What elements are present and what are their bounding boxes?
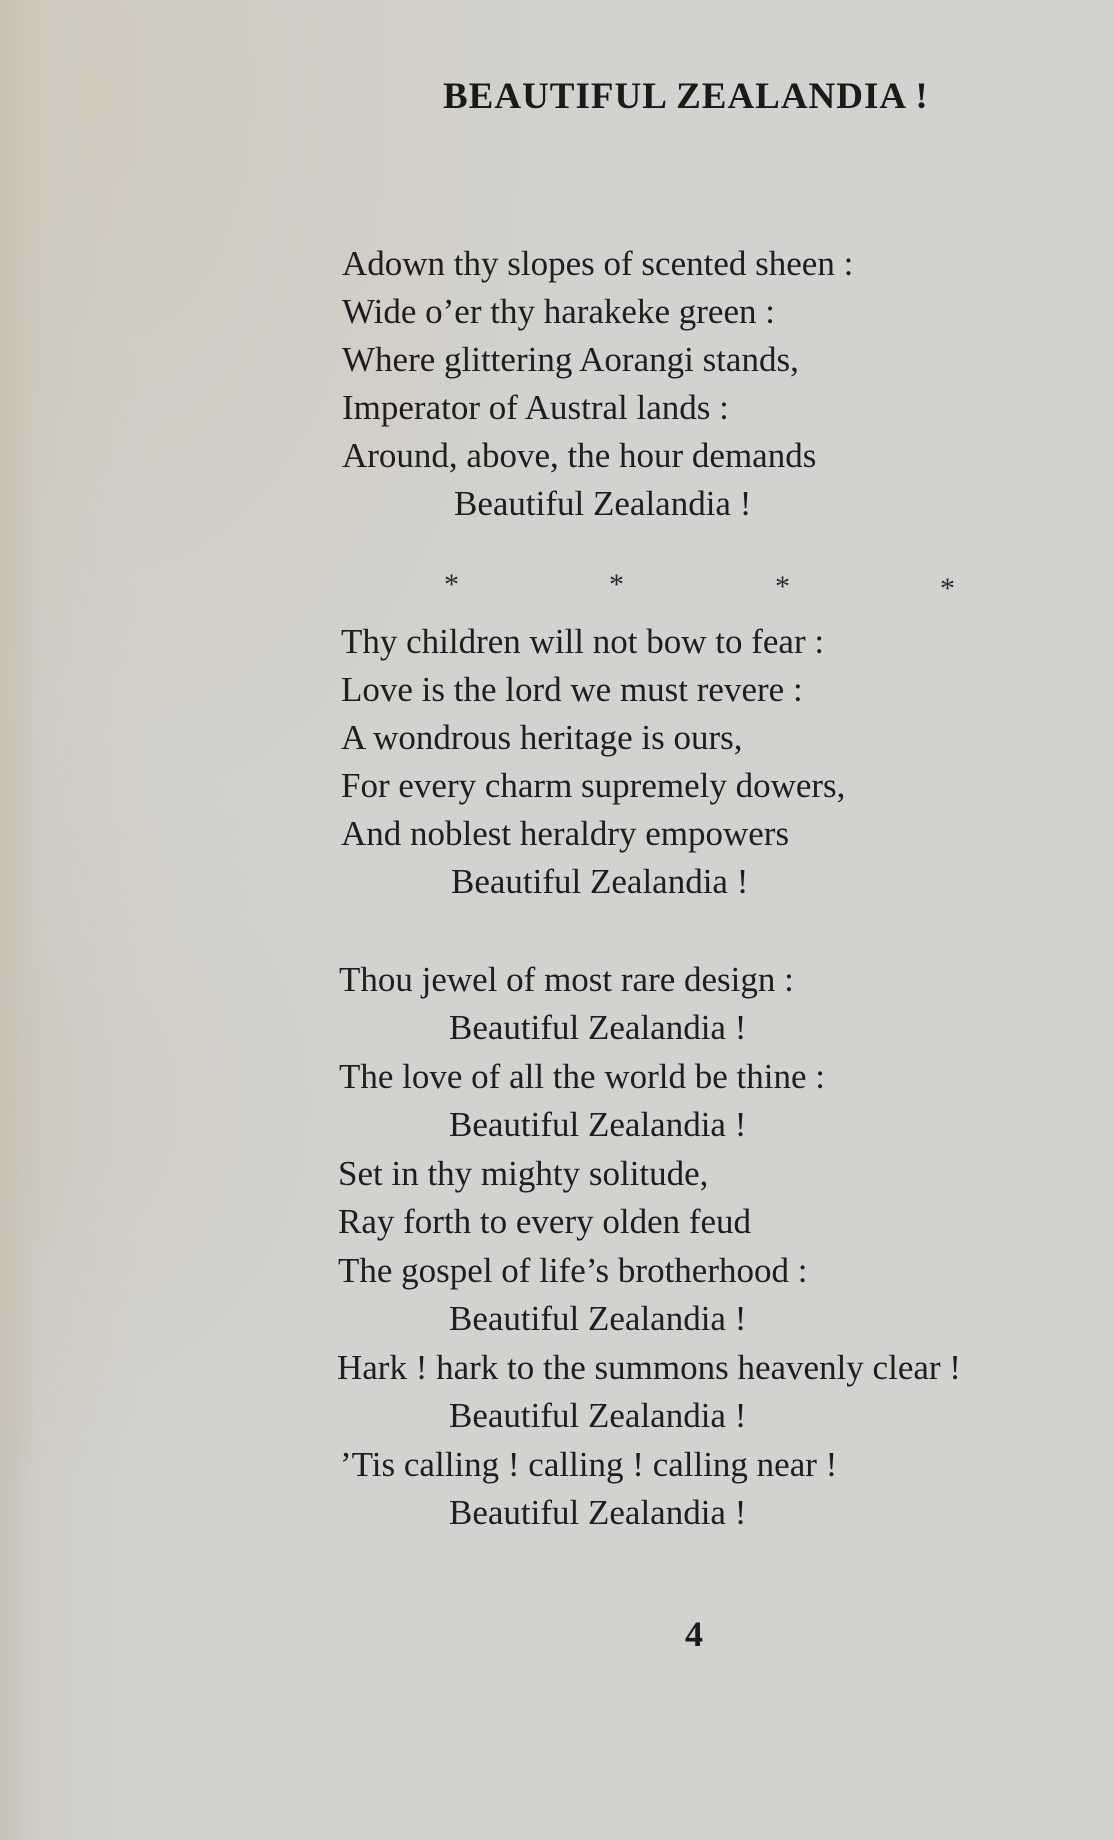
poem-line: Where glittering Aorangi stands, — [342, 340, 799, 379]
poem-line: ’Tis calling ! calling ! calling near ! — [340, 1445, 838, 1484]
refrain-line: Beautiful Zealandia ! — [449, 1299, 747, 1338]
poem-line: Imperator of Austral lands : — [342, 388, 729, 427]
poem-line: Set in thy mighty solitude, — [338, 1154, 709, 1193]
poem-line: Thou jewel of most rare design : — [339, 960, 794, 999]
refrain-line: Beautiful Zealandia ! — [451, 862, 749, 901]
refrain-line: Beautiful Zealandia ! — [454, 484, 752, 523]
poem-line: The love of all the world be thine : — [339, 1057, 825, 1096]
poem-line: Love is the lord we must revere : — [341, 670, 803, 709]
poem-line: For every charm supremely dowers, — [341, 766, 846, 805]
poem-title: BEAUTIFUL ZEALANDIA ! — [443, 76, 929, 117]
poem-line: Thy children will not bow to fear : — [341, 622, 825, 661]
refrain-line: Beautiful Zealandia ! — [449, 1493, 747, 1532]
poem-line: Hark ! hark to the summons heavenly clear ! — [337, 1348, 961, 1387]
poem-line: The gospel of life’s brotherhood : — [338, 1251, 808, 1290]
asterisk-separator: * — [444, 568, 459, 601]
asterisk-separator: * — [775, 570, 790, 603]
poem-line: And noblest heraldry empowers — [341, 814, 790, 853]
asterisk-separator: * — [609, 568, 624, 601]
poem-line: Wide o’er thy harakeke green : — [342, 292, 775, 331]
page-number: 4 — [685, 1614, 703, 1654]
poem-line: A wondrous heritage is ours, — [341, 718, 743, 757]
refrain-line: Beautiful Zealandia ! — [449, 1105, 747, 1144]
refrain-line: Beautiful Zealandia ! — [449, 1396, 747, 1435]
poem-line: Around, above, the hour demands — [342, 436, 817, 475]
poem-line: Ray forth to every olden feud — [338, 1202, 752, 1241]
poem-line: Adown thy slopes of scented sheen : — [342, 244, 854, 283]
asterisk-separator: * — [940, 572, 955, 605]
refrain-line: Beautiful Zealandia ! — [449, 1008, 747, 1047]
